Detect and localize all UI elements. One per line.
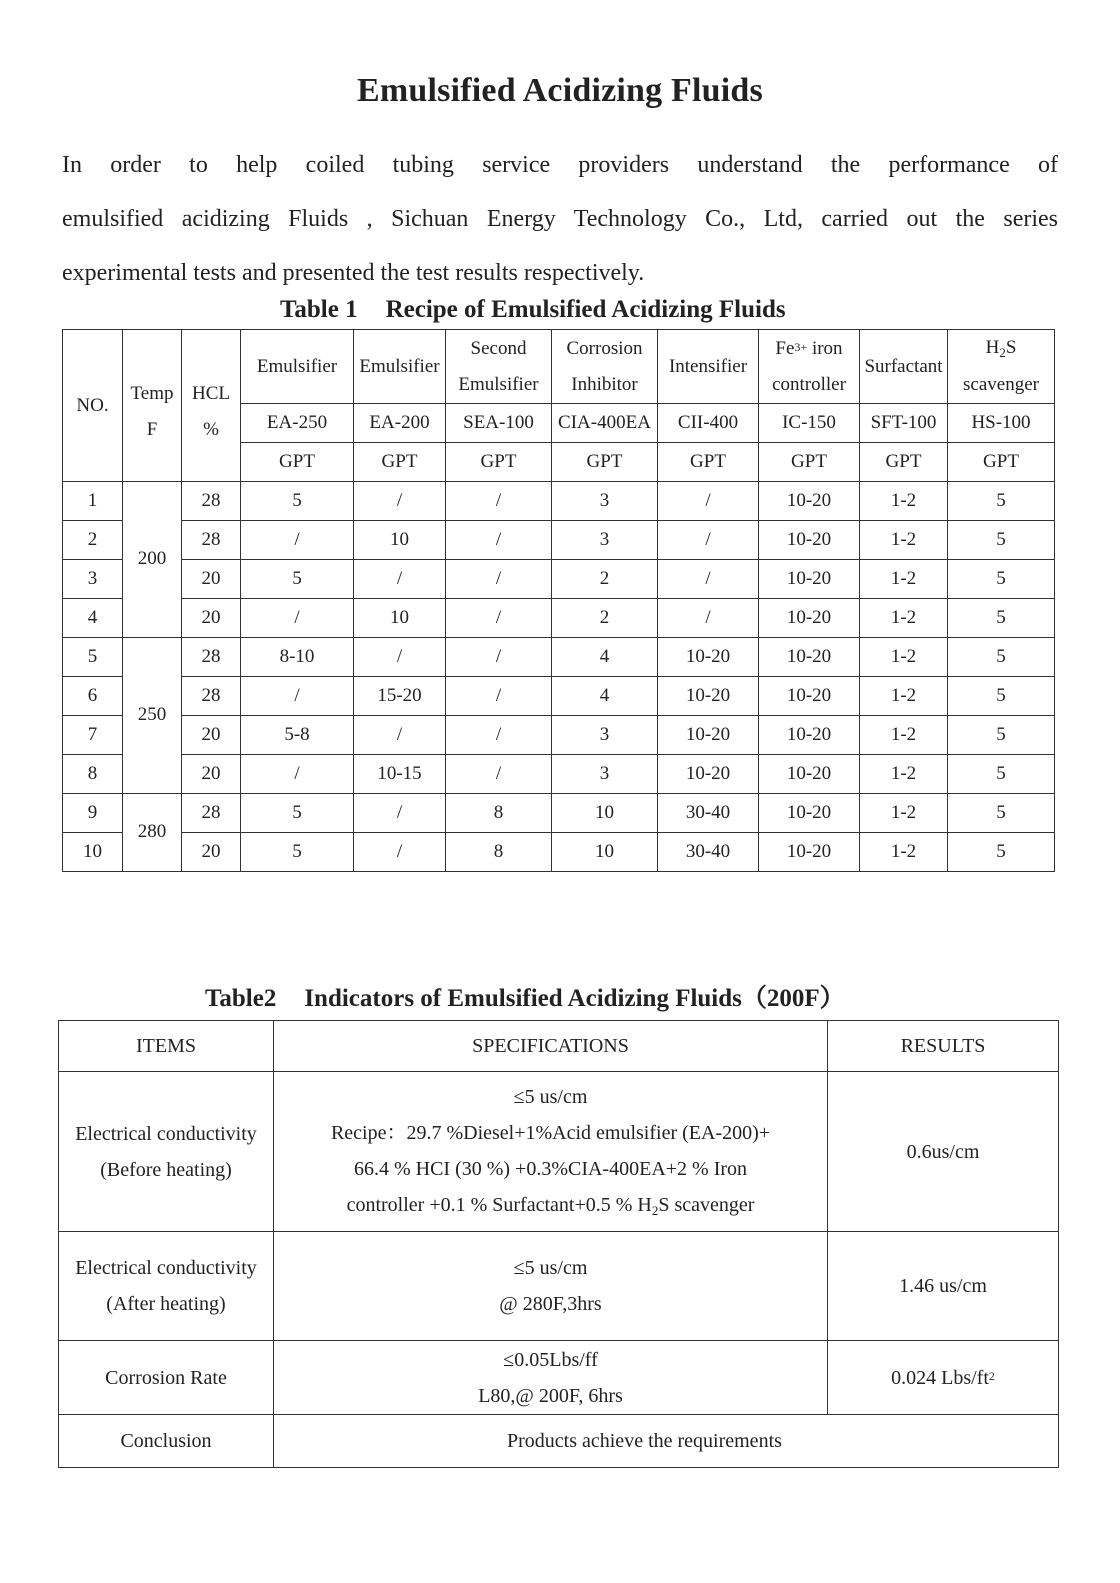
row-hcl: 28	[182, 638, 241, 677]
row-value: 8-10	[241, 638, 354, 677]
row-no: 3	[63, 560, 123, 599]
result-cell: 1.46 us/cm	[828, 1232, 1059, 1341]
row-temp: 250	[123, 638, 182, 794]
unit-gpt: GPT	[658, 443, 759, 482]
row-value: 3	[552, 716, 658, 755]
item-line-1: Electrical conductivity	[75, 1122, 257, 1145]
spec-cell	[274, 1072, 828, 1232]
row-value: 5	[948, 716, 1055, 755]
row-value: 10-20	[658, 716, 759, 755]
row-value: 8	[446, 794, 552, 833]
recipe-table	[62, 329, 1055, 872]
header-hcl-unit: %	[203, 418, 219, 440]
recipe-row	[63, 638, 1055, 677]
row-value: /	[446, 638, 552, 677]
header-corrosion-l2: Inhibitor	[571, 373, 638, 395]
row-value: /	[241, 521, 354, 560]
row-value: /	[446, 482, 552, 521]
row-value: 10-20	[658, 638, 759, 677]
header-h2s-sub: 2	[999, 345, 1006, 360]
row-value: 10	[552, 833, 658, 872]
row-value: 1-2	[860, 833, 948, 872]
header-corrosion-l1: Corrosion	[566, 337, 643, 359]
row-value: /	[354, 638, 446, 677]
row-value: /	[446, 521, 552, 560]
row-temp: 200	[123, 482, 182, 638]
row-value: 3	[552, 482, 658, 521]
header-iron-l1	[759, 331, 859, 367]
row-value: 8	[446, 833, 552, 872]
spec-line-3: 66.4 % HCI (30 %) +0.3%CIA-400EA+2 % Iron	[353, 1157, 748, 1180]
header-h2s-l2: scavenger	[963, 374, 1039, 395]
row-no: 9	[63, 794, 123, 833]
row-value: 10-20	[759, 794, 860, 833]
recipe-row	[63, 560, 1055, 599]
row-value: 4	[552, 677, 658, 716]
spec-cell	[274, 1232, 828, 1341]
recipe-table-header	[63, 330, 1055, 482]
recipe-row	[63, 599, 1055, 638]
row-value: 5	[948, 755, 1055, 794]
page-title: Emulsified Acidizing Fluids	[357, 72, 763, 109]
unit-gpt: GPT	[241, 443, 354, 482]
row-hcl: 20	[182, 560, 241, 599]
row-value: 1-2	[860, 755, 948, 794]
row-value: 1-2	[860, 716, 948, 755]
row-value: 15-20	[354, 677, 446, 716]
row-value: /	[658, 599, 759, 638]
recipe-row	[63, 794, 1055, 833]
row-value: 10-20	[759, 755, 860, 794]
conclusion-cell: Products achieve the requirements	[274, 1415, 1059, 1468]
code-cii-400: CII-400	[658, 404, 759, 443]
code-ea-250: EA-250	[241, 404, 354, 443]
row-value: 10-20	[759, 833, 860, 872]
row-hcl: 28	[182, 794, 241, 833]
table2-caption-number: Table2	[205, 985, 277, 1012]
row-value: /	[446, 677, 552, 716]
row-value: /	[354, 560, 446, 599]
spec-line-1: ≤0.05Lbs/ff	[503, 1348, 598, 1371]
header-hcl-label: HCL	[192, 382, 230, 404]
row-value: 5	[241, 482, 354, 521]
item-cell	[59, 1072, 274, 1232]
row-value: /	[446, 599, 552, 638]
row-no: 2	[63, 521, 123, 560]
row-no: 6	[63, 677, 123, 716]
row-value: 5	[948, 521, 1055, 560]
row-temp: 280	[123, 794, 182, 872]
row-value: 10-20	[759, 638, 860, 677]
unit-gpt: GPT	[446, 443, 552, 482]
row-value: 5	[948, 599, 1055, 638]
row-value: 1-2	[860, 482, 948, 521]
header-temp-label: Temp	[130, 382, 174, 404]
row-value: 5-8	[241, 716, 354, 755]
spec-line-4-sub: 2	[651, 1202, 659, 1218]
header-items: ITEMS	[59, 1021, 274, 1072]
row-value: 1-2	[860, 638, 948, 677]
row-hcl: 20	[182, 755, 241, 794]
indicator-row	[59, 1072, 1059, 1232]
row-value: /	[658, 521, 759, 560]
row-no: 1	[63, 482, 123, 521]
row-value: /	[241, 599, 354, 638]
row-value: 5	[948, 677, 1055, 716]
header-results: RESULTS	[828, 1021, 1059, 1072]
header-hcl	[182, 330, 241, 482]
row-value: 1-2	[860, 521, 948, 560]
row-value: /	[446, 560, 552, 599]
row-value: /	[354, 716, 446, 755]
header-h2s-l1	[948, 330, 1054, 367]
row-value: 10-20	[759, 482, 860, 521]
row-no: 10	[63, 833, 123, 872]
row-value: 4	[552, 638, 658, 677]
code-hs-100: HS-100	[948, 404, 1055, 443]
header-specifications: SPECIFICATIONS	[274, 1021, 828, 1072]
row-no: 7	[63, 716, 123, 755]
spec-line-1: ≤5 us/cm	[513, 1085, 588, 1108]
row-value: /	[658, 482, 759, 521]
row-value: 30-40	[658, 833, 759, 872]
header-h2s-h: H	[985, 337, 1000, 358]
code-sea-100: SEA-100	[446, 404, 552, 443]
code-ic-150: IC-150	[759, 404, 860, 443]
row-value: 10-20	[759, 677, 860, 716]
recipe-row	[63, 716, 1055, 755]
row-value: 10-20	[759, 560, 860, 599]
row-value: 2	[552, 560, 658, 599]
row-hcl: 28	[182, 677, 241, 716]
row-value: 5	[948, 482, 1055, 521]
spec-line-4a: controller +0.1 % Surfactant+0.5 % H	[346, 1193, 652, 1216]
row-no: 5	[63, 638, 123, 677]
row-value: /	[354, 833, 446, 872]
header-emulsifier-2: Emulsifier	[354, 330, 446, 404]
row-value: 10-15	[354, 755, 446, 794]
item-line-2: (After heating)	[106, 1293, 226, 1315]
spec-line-2: L80,@ 200F, 6hrs	[478, 1384, 623, 1407]
row-value: 1-2	[860, 599, 948, 638]
row-hcl: 28	[182, 521, 241, 560]
header-iron-word: iron	[807, 337, 843, 359]
unit-gpt: GPT	[552, 443, 658, 482]
header-h2s-scavenger	[948, 330, 1055, 404]
table1-caption-title: Recipe of Emulsified Acidizing Fluids	[385, 296, 786, 323]
code-ea-200: EA-200	[354, 404, 446, 443]
row-value: /	[354, 482, 446, 521]
row-value: 5	[948, 794, 1055, 833]
header-no: NO.	[63, 330, 123, 482]
code-sft-100: SFT-100	[860, 404, 948, 443]
row-no: 4	[63, 599, 123, 638]
unit-gpt: GPT	[759, 443, 860, 482]
result-sup: 2	[988, 1368, 995, 1383]
table2-caption	[205, 978, 845, 1014]
row-value: 10-20	[658, 755, 759, 794]
item-cell: Conclusion	[59, 1415, 274, 1468]
header-intensifier: Intensifier	[658, 330, 759, 404]
row-value: 5	[948, 833, 1055, 872]
row-value: 3	[552, 755, 658, 794]
item-cell	[59, 1232, 274, 1341]
recipe-row	[63, 833, 1055, 872]
intro-paragraph	[62, 138, 1058, 300]
table2-caption-title: Indicators of Emulsified Acidizing Fluids（200F）	[304, 985, 845, 1012]
row-value: 10-20	[759, 716, 860, 755]
intro-line-1: In order to help coiled tubing service providers understand the performance of	[62, 152, 1058, 178]
header-iron-fe: Fe	[775, 337, 795, 359]
row-value: /	[446, 755, 552, 794]
header-emulsifier-1: Emulsifier	[241, 330, 354, 404]
code-cia-400ea: CIA-400EA	[552, 404, 658, 443]
header-iron-sup: 3+	[794, 339, 808, 354]
unit-gpt: GPT	[354, 443, 446, 482]
row-value: 3	[552, 521, 658, 560]
item-line-1: Electrical conductivity	[75, 1257, 257, 1279]
spec-line-4b: S scavenger	[658, 1193, 755, 1216]
row-value: 1-2	[860, 794, 948, 833]
row-value: /	[241, 755, 354, 794]
result-cell: 0.6us/cm	[828, 1072, 1059, 1232]
header-temp-unit: F	[146, 418, 158, 440]
indicator-row	[59, 1415, 1059, 1468]
row-value: 30-40	[658, 794, 759, 833]
header-h2s-s: S	[1005, 337, 1017, 358]
row-hcl: 28	[182, 482, 241, 521]
unit-gpt: GPT	[948, 443, 1055, 482]
header-second-emulsifier	[446, 330, 552, 404]
row-value: 5	[948, 560, 1055, 599]
header-iron-controller	[759, 330, 860, 404]
spec-line-2: @ 280F,3hrs	[499, 1293, 602, 1315]
row-value: 1-2	[860, 677, 948, 716]
header-temp	[123, 330, 182, 482]
row-value: 10	[354, 521, 446, 560]
header-second-emulsifier-l2: Emulsifier	[458, 373, 539, 395]
result-value: 0.024 Lbs/ft	[891, 1366, 989, 1389]
item-cell: Corrosion Rate	[59, 1341, 274, 1415]
spec-line-4	[274, 1187, 827, 1225]
row-value: 2	[552, 599, 658, 638]
row-value: 10	[354, 599, 446, 638]
intro-line-2: emulsified acidizing Fluids , Sichuan Energy Technology Co., Ltd, carried out the series	[62, 206, 1058, 232]
row-no: 8	[63, 755, 123, 794]
row-value: 10-20	[759, 521, 860, 560]
spec-cell	[274, 1341, 828, 1415]
indicator-row	[59, 1341, 1059, 1415]
recipe-table-body	[63, 482, 1055, 872]
table1-caption	[280, 296, 786, 324]
row-value: 10-20	[759, 599, 860, 638]
row-value: 5	[241, 560, 354, 599]
row-value: 10	[552, 794, 658, 833]
header-surfactant: Surfactant	[860, 330, 948, 404]
row-value: 5	[948, 638, 1055, 677]
header-corrosion-inhibitor	[552, 330, 658, 404]
row-value: 5	[241, 794, 354, 833]
header-second-emulsifier-l1: Second	[470, 337, 527, 359]
indicators-table	[58, 1020, 1059, 1468]
spec-line-2: Recipe：29.7 %Diesel+1%Acid emulsifier (EA-200)+	[330, 1121, 771, 1144]
row-value: 1-2	[860, 560, 948, 599]
row-hcl: 20	[182, 599, 241, 638]
row-value: 5	[241, 833, 354, 872]
row-hcl: 20	[182, 833, 241, 872]
row-value: /	[446, 716, 552, 755]
row-value: 10-20	[658, 677, 759, 716]
row-hcl: 20	[182, 716, 241, 755]
row-value: /	[658, 560, 759, 599]
spec-line-1: ≤5 us/cm	[513, 1257, 588, 1279]
result-cell	[828, 1341, 1059, 1415]
item-line-2: (Before heating)	[100, 1158, 232, 1181]
recipe-row	[63, 755, 1055, 794]
unit-gpt: GPT	[860, 443, 948, 482]
intro-line-3: experimental tests and presented the test results respectively.	[62, 260, 645, 286]
recipe-row	[63, 482, 1055, 521]
row-value: /	[354, 794, 446, 833]
recipe-row	[63, 677, 1055, 716]
recipe-row	[63, 521, 1055, 560]
table1-caption-number: Table 1	[280, 296, 358, 323]
row-value: /	[241, 677, 354, 716]
header-iron-l2: controller	[772, 373, 846, 395]
indicator-row	[59, 1232, 1059, 1341]
